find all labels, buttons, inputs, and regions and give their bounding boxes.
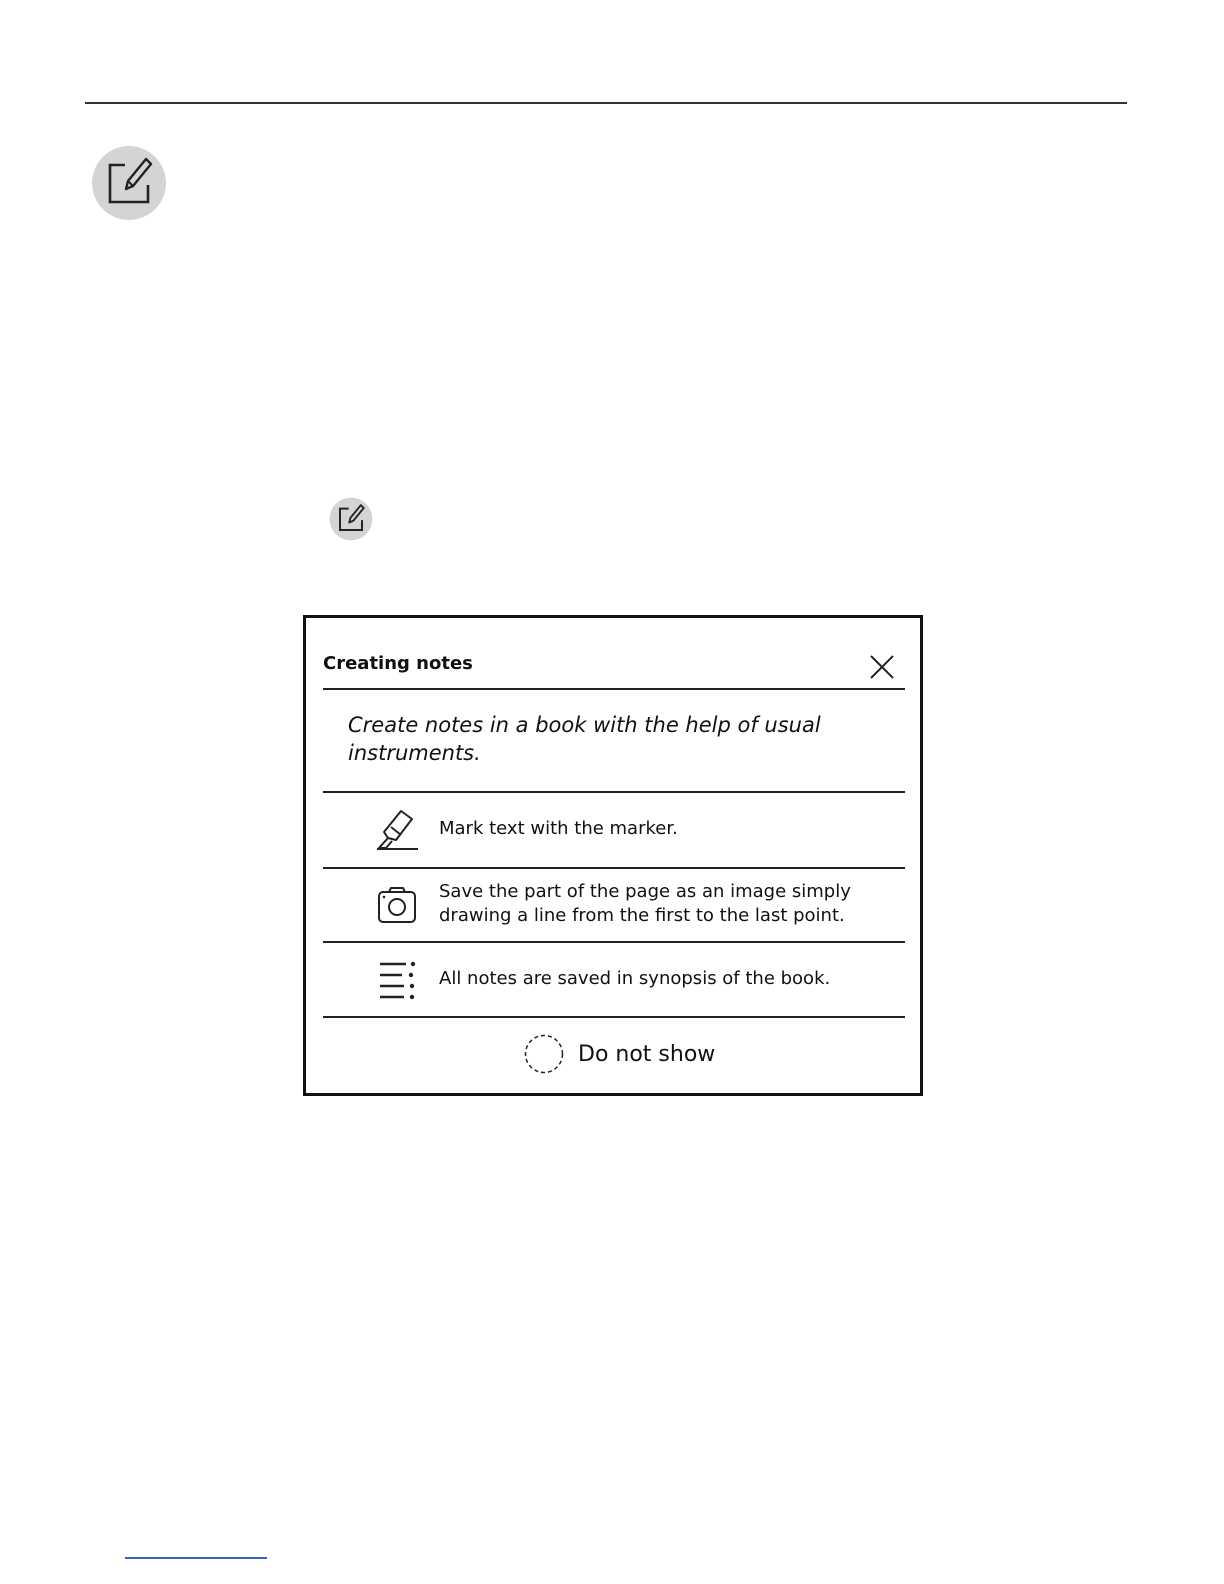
creating-notes-dialog bbox=[303, 615, 923, 1096]
divider bbox=[323, 1016, 905, 1018]
close-icon[interactable] bbox=[867, 652, 897, 682]
synopsis-list-icon bbox=[374, 956, 420, 1002]
do-not-show-label[interactable]: Do not show bbox=[578, 1041, 716, 1067]
dialog-title: Creating notes bbox=[323, 653, 473, 674]
footnote-link-underline[interactable] bbox=[125, 1557, 267, 1559]
radio-unchecked-icon[interactable] bbox=[524, 1034, 564, 1074]
marker-icon bbox=[374, 805, 420, 851]
row-text: Mark text with the marker. bbox=[439, 818, 678, 839]
divider bbox=[323, 688, 905, 690]
divider bbox=[323, 791, 905, 793]
camera-icon bbox=[374, 883, 420, 929]
notes-edit-icon-small bbox=[329, 497, 373, 541]
dialog-intro: Create notes in a book with the help of usual instruments. bbox=[348, 713, 821, 765]
do-not-show-toggle[interactable] bbox=[524, 1032, 715, 1076]
top-rule bbox=[85, 102, 1127, 104]
divider bbox=[323, 867, 905, 869]
row-text: All notes are saved in synopsis of the book. bbox=[439, 968, 831, 989]
divider bbox=[323, 941, 905, 943]
notes-edit-icon bbox=[91, 145, 167, 221]
row-text: Save the part of the page as an image simply drawing a line from the first to the last point. bbox=[439, 881, 851, 926]
